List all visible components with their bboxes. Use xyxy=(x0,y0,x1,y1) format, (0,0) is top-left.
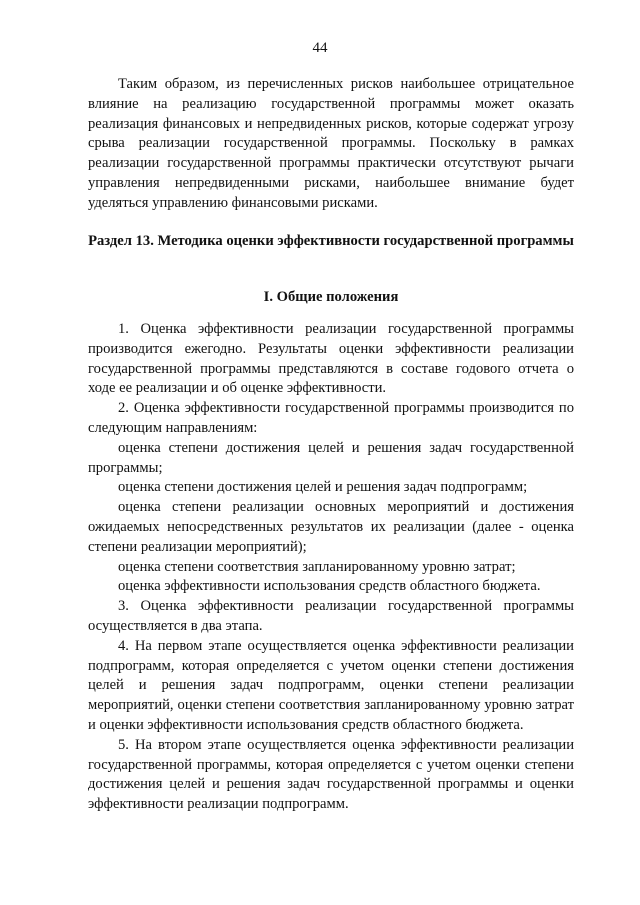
paragraph-2: 2. Оценка эффективности государственной программы производится по следующим направлениям: xyxy=(88,400,574,436)
page-number: 44 xyxy=(312,40,328,56)
intro-paragraph: Таким образом, из перечисленных рисков наибольшее отрицательное влияние на реализацию государственной программы может оказать реализация финансовых и непредвиденных рисков, которые содержат угрозу срыва реализации государственной программы. Поскольку в рамках реализации государственной программы практически отсутствуют рычаги управления непредвиденными рисками, наибольшее внимание будет уделяться управлению финансовыми рисками. xyxy=(88,76,574,211)
list-item-subprograms: оценка степени достижения целей и решения задач подпрограмм; xyxy=(118,479,528,496)
intro-block xyxy=(88,75,574,214)
paragraph-4: 4. На первом этапе осуществляется оценка эффективности реализации подпрограмм, которая определяется с учетом оценки степени достижения целей и решения задач подпрограмм, оценки степени реализации мероприятий, оценки степени соответствия запланированному уровню затрат и оценки эффективности использования средств областного бюджета. xyxy=(88,637,574,733)
section-body xyxy=(88,320,574,815)
list-item-budget: оценка эффективности использования средств областного бюджета. xyxy=(118,578,541,595)
paragraph-1: 1. Оценка эффективности реализации государственной программы производится ежегодно. Результаты оценки эффективности реализации государственной программы представляются в составе годового отчета о ходе ее реализации и об оценке эффективности. xyxy=(88,321,574,397)
list-item-goals: оценка степени достижения целей и решения задач государственной программы; xyxy=(88,439,574,476)
section-title: Раздел 13. Методика оценки эффективности государственной программы xyxy=(88,233,574,249)
paragraph-5: 5. На втором этапе осуществляется оценка эффективности реализации государственной программы, которая определяется с учетом оценки степени достижения целей и решения задач государственной программы и оценки эффективности реализации подпрограмм. xyxy=(88,736,574,813)
list-item-measures: оценка степени реализации основных мероприятий и достижения ожидаемых непосредственных результатов их реализации (далее - оценка степени реализации мероприятий); xyxy=(88,499,574,555)
list-item-costs: оценка степени соответствия запланированному уровню затрат; xyxy=(118,558,516,575)
subsection-title: I. Общие положения xyxy=(263,289,399,305)
paragraph-3: 3. Оценка эффективности реализации государственной программы осуществляется в два этапа. xyxy=(88,598,574,634)
